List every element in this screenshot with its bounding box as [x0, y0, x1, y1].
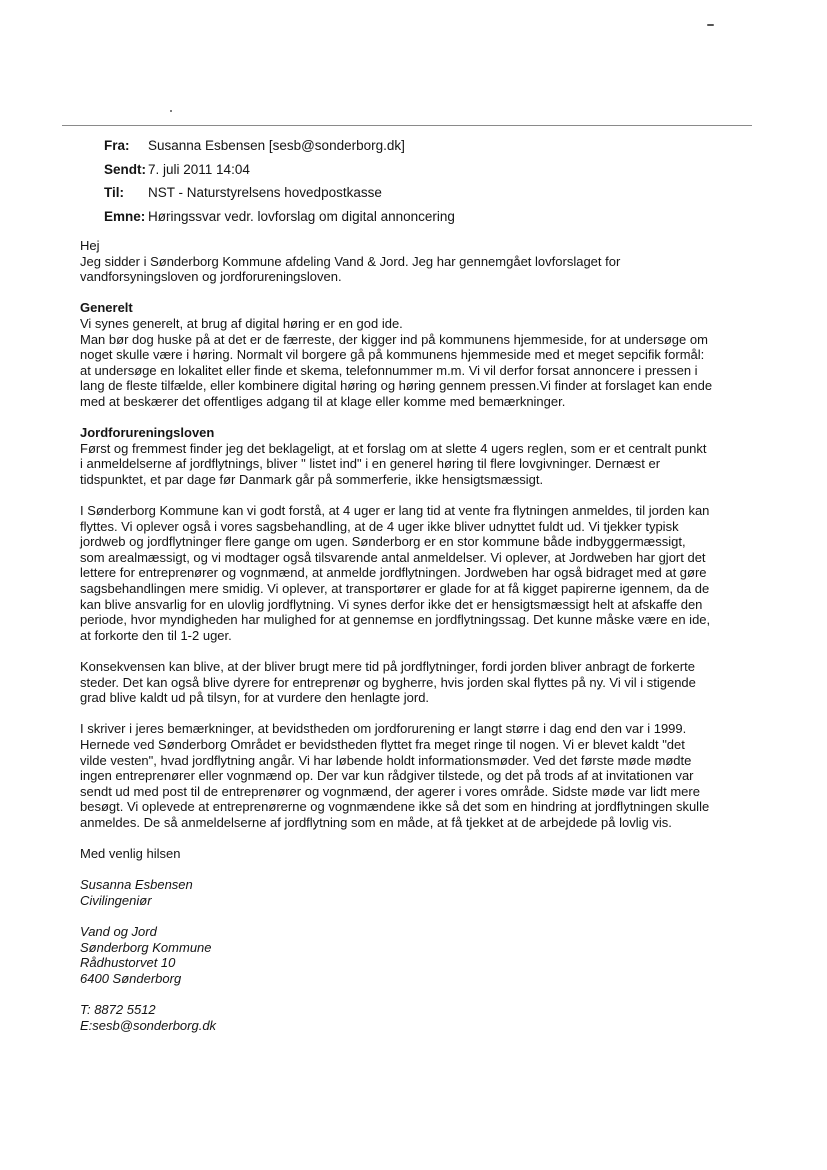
- text-line: Hernede ved Sønderborg Området er bevidstheden flyttet fra meget ringe til nogen. Vi er blevet kaldt "det: [80, 737, 685, 752]
- text-line: lang de fleste tilfælde, eller kombinere digital høring og høring gennem pressen.Vi finder at forslaget kan ende: [80, 378, 713, 394]
- text-line: i anmeldelserne af jordflytnings, bliver " listet ind" i en generel høring til flere lovgivninger. Dernæst er: [80, 456, 661, 472]
- text-line: Først og fremmest finder jeg det beklageligt, at et forslag om at slette 4 ugers reglen, som er et centralt punkt: [80, 440, 707, 456]
- to-value: NST - Naturstyrelsens hovedpostkasse: [148, 185, 382, 200]
- closing: Med venlig hilsen: [80, 846, 181, 862]
- header-sent-row: [104, 160, 455, 184]
- text-line: Konsekvensen kan blive, at der bliver brugt mere tid på jordflytninger, fordi jorden bliver anbragt de forkerte: [80, 659, 695, 675]
- text-line: grad blive kaldt ud på tilsyn, for at vurdere den henlagte jord.: [80, 690, 430, 706]
- text-line: I skriver i jeres bemærkninger, at bevidstheden om jordforurening er langt større i dag end den var i 1999.: [80, 721, 687, 737]
- text-line: vandforsyningsloven og jordforureningsloven.: [80, 269, 342, 285]
- subject-label: Emne:: [104, 208, 146, 224]
- text-line: lettere for entreprenører og vognmænd, at anmelde jordflytningen. Jordweben har også bidraget med at gøre: [80, 565, 707, 581]
- subject-value: Høringssvar vedr. lovforslag om digital annoncering: [148, 208, 455, 224]
- header-from-row: [104, 136, 455, 160]
- signature-email: E:sesb@sonderborg.dk: [80, 1017, 217, 1033]
- from-label: Fra:: [104, 138, 130, 153]
- header-to-row: [104, 183, 455, 207]
- text-line: sagsbehandlingen mere smidig. Vi oplever, at transportører er glade for at få kigget papirerne igennem, da de: [80, 581, 710, 597]
- text-line: anmeldes. De så anmeldelserne af jordflytning som en måde, at få tjekket at de arbejdede på lovlig vis.: [80, 814, 672, 830]
- sent-value: 7. juli 2011 14:04: [148, 161, 250, 177]
- text-line: kan blive ansvarlig for en ulovlig jordflytning. Vi synes derfor ikke det er hensigtsmæssigt helt at afskaffe den: [80, 596, 703, 612]
- text-line: jordweb og jordflytninger flere gange om ugen. Sønderborg er en stor kommune både indbyggermæssigt,: [80, 534, 686, 550]
- signature-name: Susanna Esbensen: [80, 877, 193, 893]
- text-line: noget skulle være i høring. Normalt vil borgere gå på kommunens hjemmeside med et meget sepcifik formål:: [80, 347, 705, 363]
- generelt-paragraph: [80, 316, 770, 410]
- text-line: som arealmæssigt, og vi modtager også tilsvarende antal anmeldelser. Vi oplever, at Jordweben har gjort det: [80, 549, 706, 565]
- signature-phone: T: 8872 5512: [80, 1002, 156, 1018]
- text-line: Vi synes generelt, at brug af digital høring er en god ide.: [80, 315, 403, 331]
- section-heading-generelt: Generelt: [80, 300, 133, 316]
- section-heading-jordforureningsloven: Jordforureningsloven: [80, 425, 215, 441]
- sent-label: Sendt:: [104, 161, 146, 177]
- text-line: med at beskærer det offentliges adgang til at klage eller komme med bemærkninger.: [80, 393, 566, 409]
- signature-org: Sønderborg Kommune: [80, 939, 212, 955]
- header-divider: [62, 125, 752, 126]
- text-line: I Sønderborg Kommune kan vi godt forstå, at 4 uger er lang tid at vente fra flytningen anmeldes, til jorden kan: [80, 503, 710, 519]
- email-body: [80, 238, 770, 1033]
- scan-speck: [170, 110, 172, 112]
- text-line: tidspunktet, et par dage før Danmark går på sommerferie, ikke hensigtsmæssigt.: [80, 471, 544, 487]
- text-line: flyttes. Vi oplever også i vores sagsbehandling, at de 4 uger ikke bliver udnyttet fuldt ud. Vi tjekker typisk: [80, 518, 679, 534]
- header-subject-row: [104, 207, 455, 231]
- signature-city: 6400 Sønderborg: [80, 970, 182, 986]
- to-label: Til:: [104, 185, 124, 200]
- text-line: vilde vesten", hvad jordflytning angår. Vi har løbende holdt informationsmøder. Ved det første møde mødte: [80, 752, 692, 768]
- text-line: ingen entreprenører eller vognmænd op. Der var kun rådgiver tilstede, og det på trods af at invitationen var: [80, 768, 694, 784]
- jordforurening-paragraph-2: [80, 503, 770, 643]
- jordforurening-paragraph-4: [80, 721, 770, 830]
- jordforurening-paragraph-1: [80, 441, 770, 488]
- from-value: Susanna Esbensen [sesb@sonderborg.dk]: [148, 138, 405, 153]
- jordforurening-paragraph-3: [80, 659, 770, 706]
- text-line: steder. Det kan også blive dyrere for entreprenør og bygherre, hvis jorden skal flyttes på ny. Vi vil i stigende: [80, 674, 696, 690]
- intro-paragraph: [80, 254, 770, 285]
- scan-speck: [707, 24, 714, 26]
- text-line: Jeg sidder i Sønderborg Kommune afdeling Vand & Jord. Jeg har gennemgået lovforslaget for: [80, 253, 621, 269]
- text-line: sendt ud med post til de entreprenører og vognmænd, der agerer i vores område. Sidste møde var lidt mere: [80, 783, 700, 799]
- text-line: periode, hvor myndigheden har mulighed for at gennemse en jordflytningssag. Det kunne måske være en ide,: [80, 612, 711, 628]
- signature-address: Rådhustorvet 10: [80, 955, 176, 971]
- signature-title: Civilingeniør: [80, 892, 152, 908]
- greeting: Hej: [80, 238, 100, 253]
- text-line: besøgt. Vi oplevede at entreprenørerne og vognmændene ikke så det som en hindring at jordflytningen skulle: [80, 799, 710, 815]
- text-line: at forkorte den til 1-2 uger.: [80, 627, 232, 643]
- text-line: at undersøge en lokalitet eller finde et skema, telefonnummer m.m. Vi vil derfor forsat annoncere i pressen i: [80, 362, 698, 378]
- signature-block: [80, 877, 770, 1033]
- signature-dept: Vand og Jord: [80, 924, 157, 940]
- email-header: [104, 136, 455, 230]
- text-line: Man bør dog huske på at det er de færreste, der kigger ind på kommunens hjemmeside, for at undersøge om: [80, 331, 708, 347]
